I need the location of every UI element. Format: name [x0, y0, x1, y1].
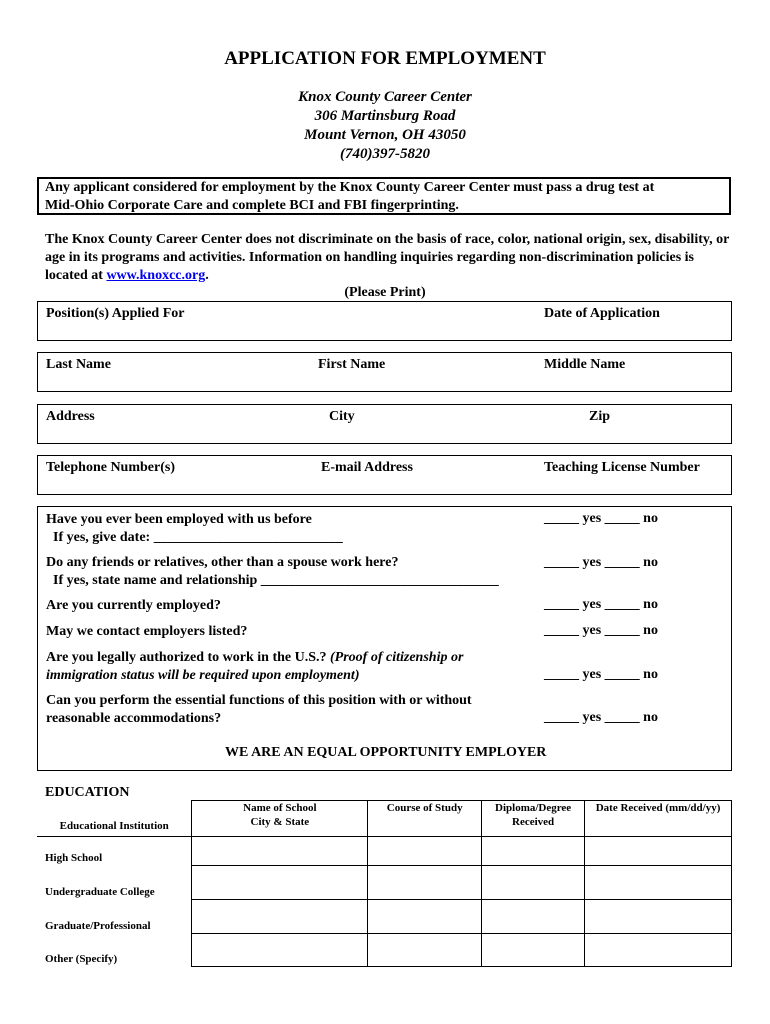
question-contact-employers: May we contact employers listed? — [46, 624, 248, 639]
drug-test-notice — [37, 177, 731, 215]
graduate-diploma-cell[interactable] — [482, 900, 585, 934]
org-phone: (740)397-5820 — [340, 146, 430, 162]
last-name-label: Last Name — [46, 357, 111, 372]
question-currently-employed: Are you currently employed? — [46, 598, 221, 613]
col-header-school-line1: Name of School — [243, 802, 317, 814]
education-heading: EDUCATION — [45, 785, 130, 800]
yes-no-contact-employers[interactable]: _____ yes _____ no — [544, 623, 658, 638]
high-school-diploma-cell[interactable] — [482, 837, 585, 866]
question-employed-before: Have you ever been employed with us before — [46, 512, 312, 527]
other-course-cell[interactable] — [368, 934, 482, 967]
middle-name-label: Middle Name — [544, 357, 626, 372]
col-header-course: Course of Study — [368, 801, 482, 837]
row-label-high-school: High School — [37, 837, 192, 866]
position-label: Position(s) Applied For — [46, 306, 185, 321]
questions-box — [37, 506, 732, 771]
table-row — [37, 837, 732, 866]
nondiscrimination-end: . — [205, 268, 209, 283]
high-school-date-cell[interactable] — [585, 837, 732, 866]
notice-line-2: Mid-Ohio Corporate Care and complete BCI and FBI fingerprinting. — [45, 198, 459, 213]
org-name: Knox County Career Center — [298, 89, 472, 105]
col-header-school — [192, 801, 368, 837]
question-authorized-proof-cont: immigration status will be required upon employment) — [46, 668, 360, 683]
yes-no-essential-functions[interactable]: _____ yes _____ no — [544, 710, 658, 725]
education-table — [37, 800, 732, 967]
row-label-undergraduate: Undergraduate College — [37, 866, 192, 900]
yes-no-relatives[interactable]: _____ yes _____ no — [544, 555, 658, 570]
telephone-label: Telephone Number(s) — [46, 460, 175, 475]
question-authorized — [46, 649, 463, 667]
other-diploma-cell[interactable] — [482, 934, 585, 967]
other-date-cell[interactable] — [585, 934, 732, 967]
question-relatives: Do any friends or relatives, other than a spouse work here? — [46, 555, 399, 570]
contact-field-box[interactable] — [37, 455, 732, 495]
graduate-name-cell[interactable] — [192, 900, 368, 934]
high-school-name-cell[interactable] — [192, 837, 368, 866]
table-row — [37, 934, 732, 967]
col-header-diploma-line1: Diploma/Degree — [495, 802, 572, 814]
zip-label: Zip — [589, 409, 611, 424]
undergrad-course-cell[interactable] — [368, 866, 482, 900]
position-field-box[interactable] — [37, 301, 732, 341]
question-essential-functions-cont: reasonable accommodations? — [46, 711, 222, 726]
date-of-application-label: Date of Application — [544, 306, 660, 321]
other-name-cell[interactable] — [192, 934, 368, 967]
question-authorized-text: Are you legally authorized to work in the U.S.? — [46, 650, 331, 665]
nondiscrimination-text: The Knox County Career Center does not discriminate on the basis of race, color, national origin, sex, disability, or age in its programs and activities. Information on handling inquiries regarding non-discrimination policies is located at — [45, 232, 730, 283]
row-label-graduate: Graduate/Professional — [37, 900, 192, 934]
address-field-box[interactable] — [37, 404, 732, 444]
yes-no-authorized[interactable]: _____ yes _____ no — [544, 667, 658, 682]
col-header-diploma-line2: Received — [512, 816, 555, 828]
question-essential-functions: Can you perform the essential functions of this position with or without — [46, 693, 472, 708]
org-street: 306 Martinsburg Road — [314, 108, 456, 124]
undergrad-diploma-cell[interactable] — [482, 866, 585, 900]
eoe-statement: WE ARE AN EQUAL OPPORTUNITY EMPLOYER — [225, 745, 547, 760]
page-title: APPLICATION FOR EMPLOYMENT — [224, 48, 546, 69]
yes-no-currently-employed[interactable]: _____ yes _____ no — [544, 597, 658, 612]
first-name-label: First Name — [318, 357, 386, 372]
address-label: Address — [46, 409, 95, 424]
high-school-course-cell[interactable] — [368, 837, 482, 866]
table-row — [37, 900, 732, 934]
row-label-other: Other (Specify) — [37, 934, 192, 967]
yes-no-employed-before[interactable]: _____ yes _____ no — [544, 511, 658, 526]
question-employed-before-date[interactable]: If yes, give date: ___________________________ — [53, 530, 343, 545]
question-authorized-proof: (Proof of citizenship or — [330, 650, 464, 665]
col-header-diploma — [482, 801, 585, 837]
nondiscrimination-statement — [45, 231, 735, 285]
col-header-institution: Educational Institution — [37, 801, 192, 837]
please-print-note: (Please Print) — [344, 285, 426, 300]
undergrad-date-cell[interactable] — [585, 866, 732, 900]
notice-line-1: Any applicant considered for employment by the Knox County Career Center must pass a drug test at — [45, 180, 655, 195]
org-city-state-zip: Mount Vernon, OH 43050 — [304, 127, 466, 143]
col-header-school-line2: City & State — [250, 816, 310, 828]
col-header-date-received: Date Received (mm/dd/yy) — [585, 801, 732, 837]
question-relatives-name[interactable]: If yes, state name and relationship __________________________________ — [53, 573, 499, 588]
graduate-date-cell[interactable] — [585, 900, 732, 934]
website-link[interactable]: www.knoxcc.org — [106, 268, 206, 283]
city-label: City — [329, 409, 355, 424]
undergrad-name-cell[interactable] — [192, 866, 368, 900]
email-label: E-mail Address — [321, 460, 413, 475]
name-field-box[interactable] — [37, 352, 732, 392]
graduate-course-cell[interactable] — [368, 900, 482, 934]
teaching-license-label: Teaching License Number — [544, 460, 700, 475]
table-row — [37, 866, 732, 900]
